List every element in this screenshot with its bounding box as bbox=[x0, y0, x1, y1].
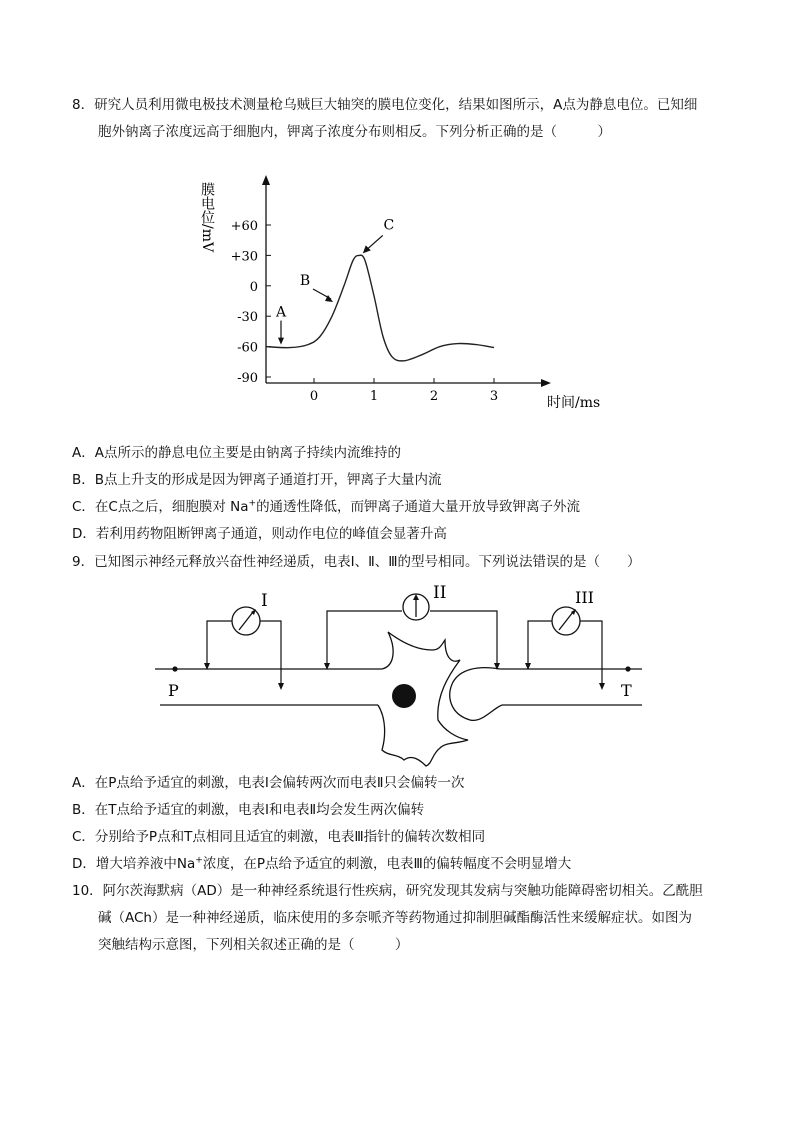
q10-stem-line1: 10．阿尔茨海默病（AD）是一种神经系统退行性疾病，研究发现其发病与突触功能障碍密切相关。乙酰胆 bbox=[72, 883, 703, 899]
y-tick-label: +30 bbox=[230, 249, 258, 265]
q9-option-c[interactable]: C．分别给予P点和T点相同且适宜的刺激，电表Ⅲ指针的偏转次数相同 bbox=[72, 829, 486, 845]
q9-neuron-diagram bbox=[150, 578, 650, 768]
x-tick-label: 0 bbox=[309, 389, 319, 404]
meter-1-label: I bbox=[261, 591, 268, 611]
meter-2-label: II bbox=[433, 583, 447, 603]
y-tick-label: -60 bbox=[237, 340, 258, 356]
point-label-b: B bbox=[299, 273, 311, 289]
q8-option-d[interactable]: D．若利用药物阻断钾离子通道，则动作电位的峰值会显著升高 bbox=[72, 526, 447, 542]
y-tick-label: -30 bbox=[237, 310, 258, 326]
meter-3 bbox=[525, 588, 605, 690]
q9-stem: 9．已知图示神经元释放兴奋性神经递质，电表Ⅰ、Ⅱ、Ⅲ的型号相同。下列说法错误的是（ ） bbox=[72, 554, 641, 570]
point-label-a: A bbox=[275, 304, 287, 321]
y-tick-label: -90 bbox=[237, 371, 258, 386]
q10-stem-line3: 突触结构示意图，下列相关叙述正确的是（ ） bbox=[98, 937, 409, 953]
q8-stem-line2: 胞外钠离子浓度远高于细胞内，钾离子浓度分布则相反。下列分析正确的是（ ） bbox=[98, 124, 611, 140]
meter-3-label: III bbox=[575, 588, 594, 607]
neuron-nucleus bbox=[392, 684, 416, 708]
q8-option-c-text-2: 的通透性降低，而钾离子通道大量开放导致钾离子外流 bbox=[256, 499, 581, 515]
q9-option-d-sup: + bbox=[195, 855, 203, 866]
arrow-a-head bbox=[278, 338, 284, 345]
q8-stem-line1: 8．研究人员利用微电极技术测量枪乌贼巨大轴突的膜电位变化，结果如图所示，A点为静息电位。已知细 bbox=[72, 97, 698, 113]
x-axis-label: 时间/ms bbox=[547, 395, 601, 411]
q8-option-c[interactable] bbox=[72, 497, 580, 517]
y-axis-arrow bbox=[262, 175, 270, 185]
neuron-cell-body bbox=[378, 632, 468, 766]
q8-option-a[interactable]: A．A点所示的静息电位主要是由钠离子持续内流维持的 bbox=[72, 445, 401, 461]
label-p: P bbox=[168, 681, 179, 700]
point-t-dot bbox=[625, 666, 630, 671]
meter-2 bbox=[324, 583, 500, 670]
y-axis-label: 膜电位/mV bbox=[199, 182, 215, 253]
q9-option-a[interactable]: A．在P点给予适宜的刺激，电表Ⅰ会偏转两次而电表Ⅱ只会偏转一次 bbox=[72, 775, 465, 791]
membrane-potential-curve bbox=[266, 255, 494, 361]
q9-option-b[interactable]: B．在T点给予适宜的刺激，电表Ⅰ和电表Ⅱ均会发生两次偏转 bbox=[72, 802, 425, 818]
y-tick-label: 0 bbox=[249, 279, 258, 295]
q8-option-c-text-1: C．在C点之后，细胞膜对 Na bbox=[72, 499, 249, 515]
x-tick-label: 1 bbox=[369, 389, 379, 404]
label-t: T bbox=[621, 681, 632, 700]
q9-option-d-text-2: 浓度，在P点给予适宜的刺激，电表Ⅲ的偏转幅度不会明显增大 bbox=[202, 856, 572, 872]
q8-membrane-potential-chart bbox=[185, 170, 601, 415]
x-axis-arrow bbox=[541, 379, 551, 387]
q8-option-c-sup: + bbox=[248, 498, 257, 509]
q8-option-b[interactable]: B．B点上升支的形成是因为钾离子通道打开，钾离子大量内流 bbox=[72, 472, 442, 488]
y-tick-label: +60 bbox=[230, 219, 258, 234]
q9-option-d[interactable] bbox=[72, 854, 571, 874]
meter-1 bbox=[204, 591, 284, 690]
q10-stem-line2: 碱（ACh）是一种神经递质，临床使用的多奈哌齐等药物通过抑制胆碱酯酶活性来缓解症状。如图为 bbox=[98, 910, 692, 926]
axon-right-segment bbox=[450, 668, 502, 721]
q9-option-d-text-1: D．增大培养液中Na bbox=[72, 856, 196, 872]
x-tick-label: 2 bbox=[429, 389, 439, 404]
point-label-c: C bbox=[383, 217, 395, 234]
x-tick-label: 3 bbox=[489, 389, 499, 404]
point-p-dot bbox=[172, 666, 177, 671]
